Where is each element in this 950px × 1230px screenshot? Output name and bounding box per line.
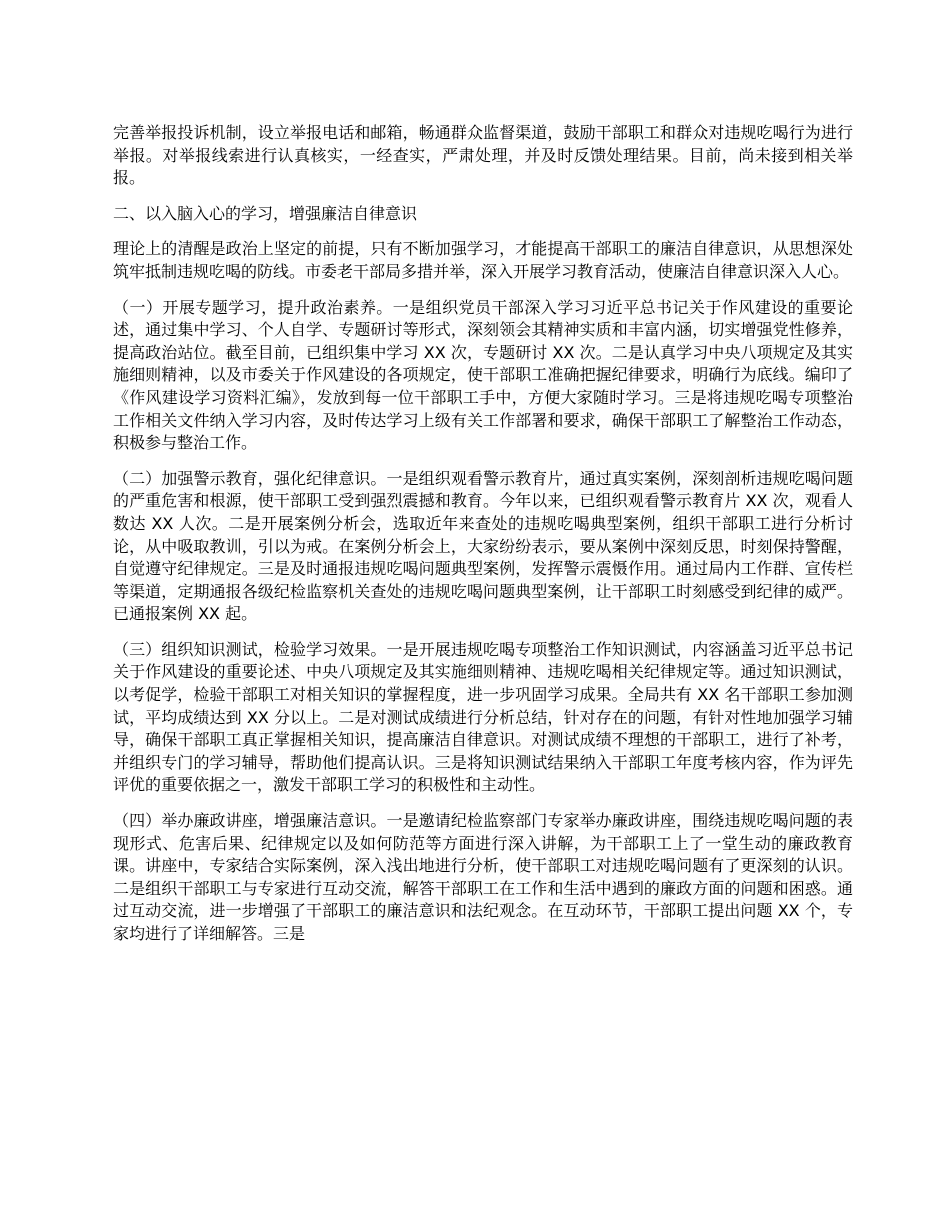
paragraph-subsection-3-test: （三）组织知识测试，检验学习效果。一是开展违规吃喝专项整治工作知识测试，内容涵盖习近平总书记关于作风建设的重要论述、中央八项规定及其实施细则精神、违规吃喝相关纪律规定等。通过知识测试，以考促学，检验干部职工对相关知识的掌握程度，进一步巩固学习成果。全局共有 XX 名干部职工参加测试，平均成绩达到 XX 分以上。二是对测试成绩进行分析总结，针对存在的问题，有针对性地加强学习辅导，确保干部职工真正掌握相关知识，提高廉洁自律意识。对测试成绩不理想的干部职工，进行了补考，并组织专门的学习辅导，帮助他们提高认识。三是将知识测试结果纳入干部职工年度考核内容，作为评先评优的重要依据之一，激发干部职工学习的积极性和主动性。 <box>113 639 853 795</box>
paragraph-subsection-4-lecture: （四）举办廉政讲座，增强廉洁意识。一是邀请纪检监察部门专家举办廉政讲座，围绕违规吃喝问题的表现形式、危害后果、纪律规定以及如何防范等方面进行深入讲解，为干部职工上了一堂生动的廉政教育课。讲座中，专家结合实际案例，深入浅出地进行分析，使干部职工对违规吃喝问题有了更深刻的认识。二是组织干部职工与专家进行互动交流，解答干部职工在工作和生活中遇到的廉政方面的问题和困惑。通过互动交流，进一步增强了干部职工的廉洁意识和法纪观念。在互动环节，干部职工提出问题 XX 个，专家均进行了详细解答。三是 <box>113 811 853 943</box>
paragraph-theory-intro: 理论上的清醒是政治上坚定的前提，只有不断加强学习，才能提高干部职工的廉洁自律意识，从思想深处筑牢抵制违规吃喝的防线。市委老干部局多措并举，深入开展学习教育活动，使廉洁自律意识深入人心。 <box>113 239 853 281</box>
section-heading-two: 二、以入脑入心的学习，增强廉洁自律意识 <box>113 203 418 223</box>
paragraph-report-mechanism: 完善举报投诉机制，设立举报电话和邮箱，畅通群众监督渠道，鼓励干部职工和群众对违规吃喝行为进行举报。对举报线索进行认真核实，一经查实，严肃处理，并及时反馈处理结果。目前，尚未接到相关举报。 <box>113 123 853 188</box>
document-page <box>113 122 853 959</box>
paragraph-subsection-2-warning: （二）加强警示教育，强化纪律意识。一是组织观看警示教育片，通过真实案例，深刻剖析违规吃喝问题的严重危害和根源，使干部职工受到强烈震撼和教育。今年以来，已组织观看警示教育片 XX 次，观看人数达 XX 人次。二是开展案例分析会，选取近年来查处的违规吃喝典型案例，组织干部职工进行分析讨论，从中吸取教训，引以为戒。在案例分析会上，大家纷纷表示，要从案例中深刻反思，时刻保持警醒，自觉遵守纪律规定。三是及时通报违规吃喝问题典型案例，发挥警示震慑作用。通过局内工作群、宣传栏等渠道，定期通报各级纪检监察机关查处的违规吃喝问题典型案例，让干部职工时刻感受到纪律的威严。已通报案例 XX 起。 <box>113 468 853 624</box>
paragraph-subsection-1-study: （一）开展专题学习，提升政治素养。一是组织党员干部深入学习习近平总书记关于作风建设的重要论述，通过集中学习、个人自学、专题研讨等形式，深刻领会其精神实质和丰富内涵，切实增强党性修养，提高政治站位。截至目前，已组织集中学习 XX 次，专题研讨 XX 次。二是认真学习中央八项规定及其实施细则精神，以及市委关于作风建设的各项规定，使干部职工准确把握纪律要求，明确行为底线。编印了《作风建设学习资料汇编》，发放到每一位干部职工手中，方便大家随时学习。三是将违规吃喝专项整治工作相关文件纳入学习内容，及时传达学习上级有关工作部署和要求，确保干部职工了解整治工作动态，积极参与整治工作。 <box>113 297 853 453</box>
